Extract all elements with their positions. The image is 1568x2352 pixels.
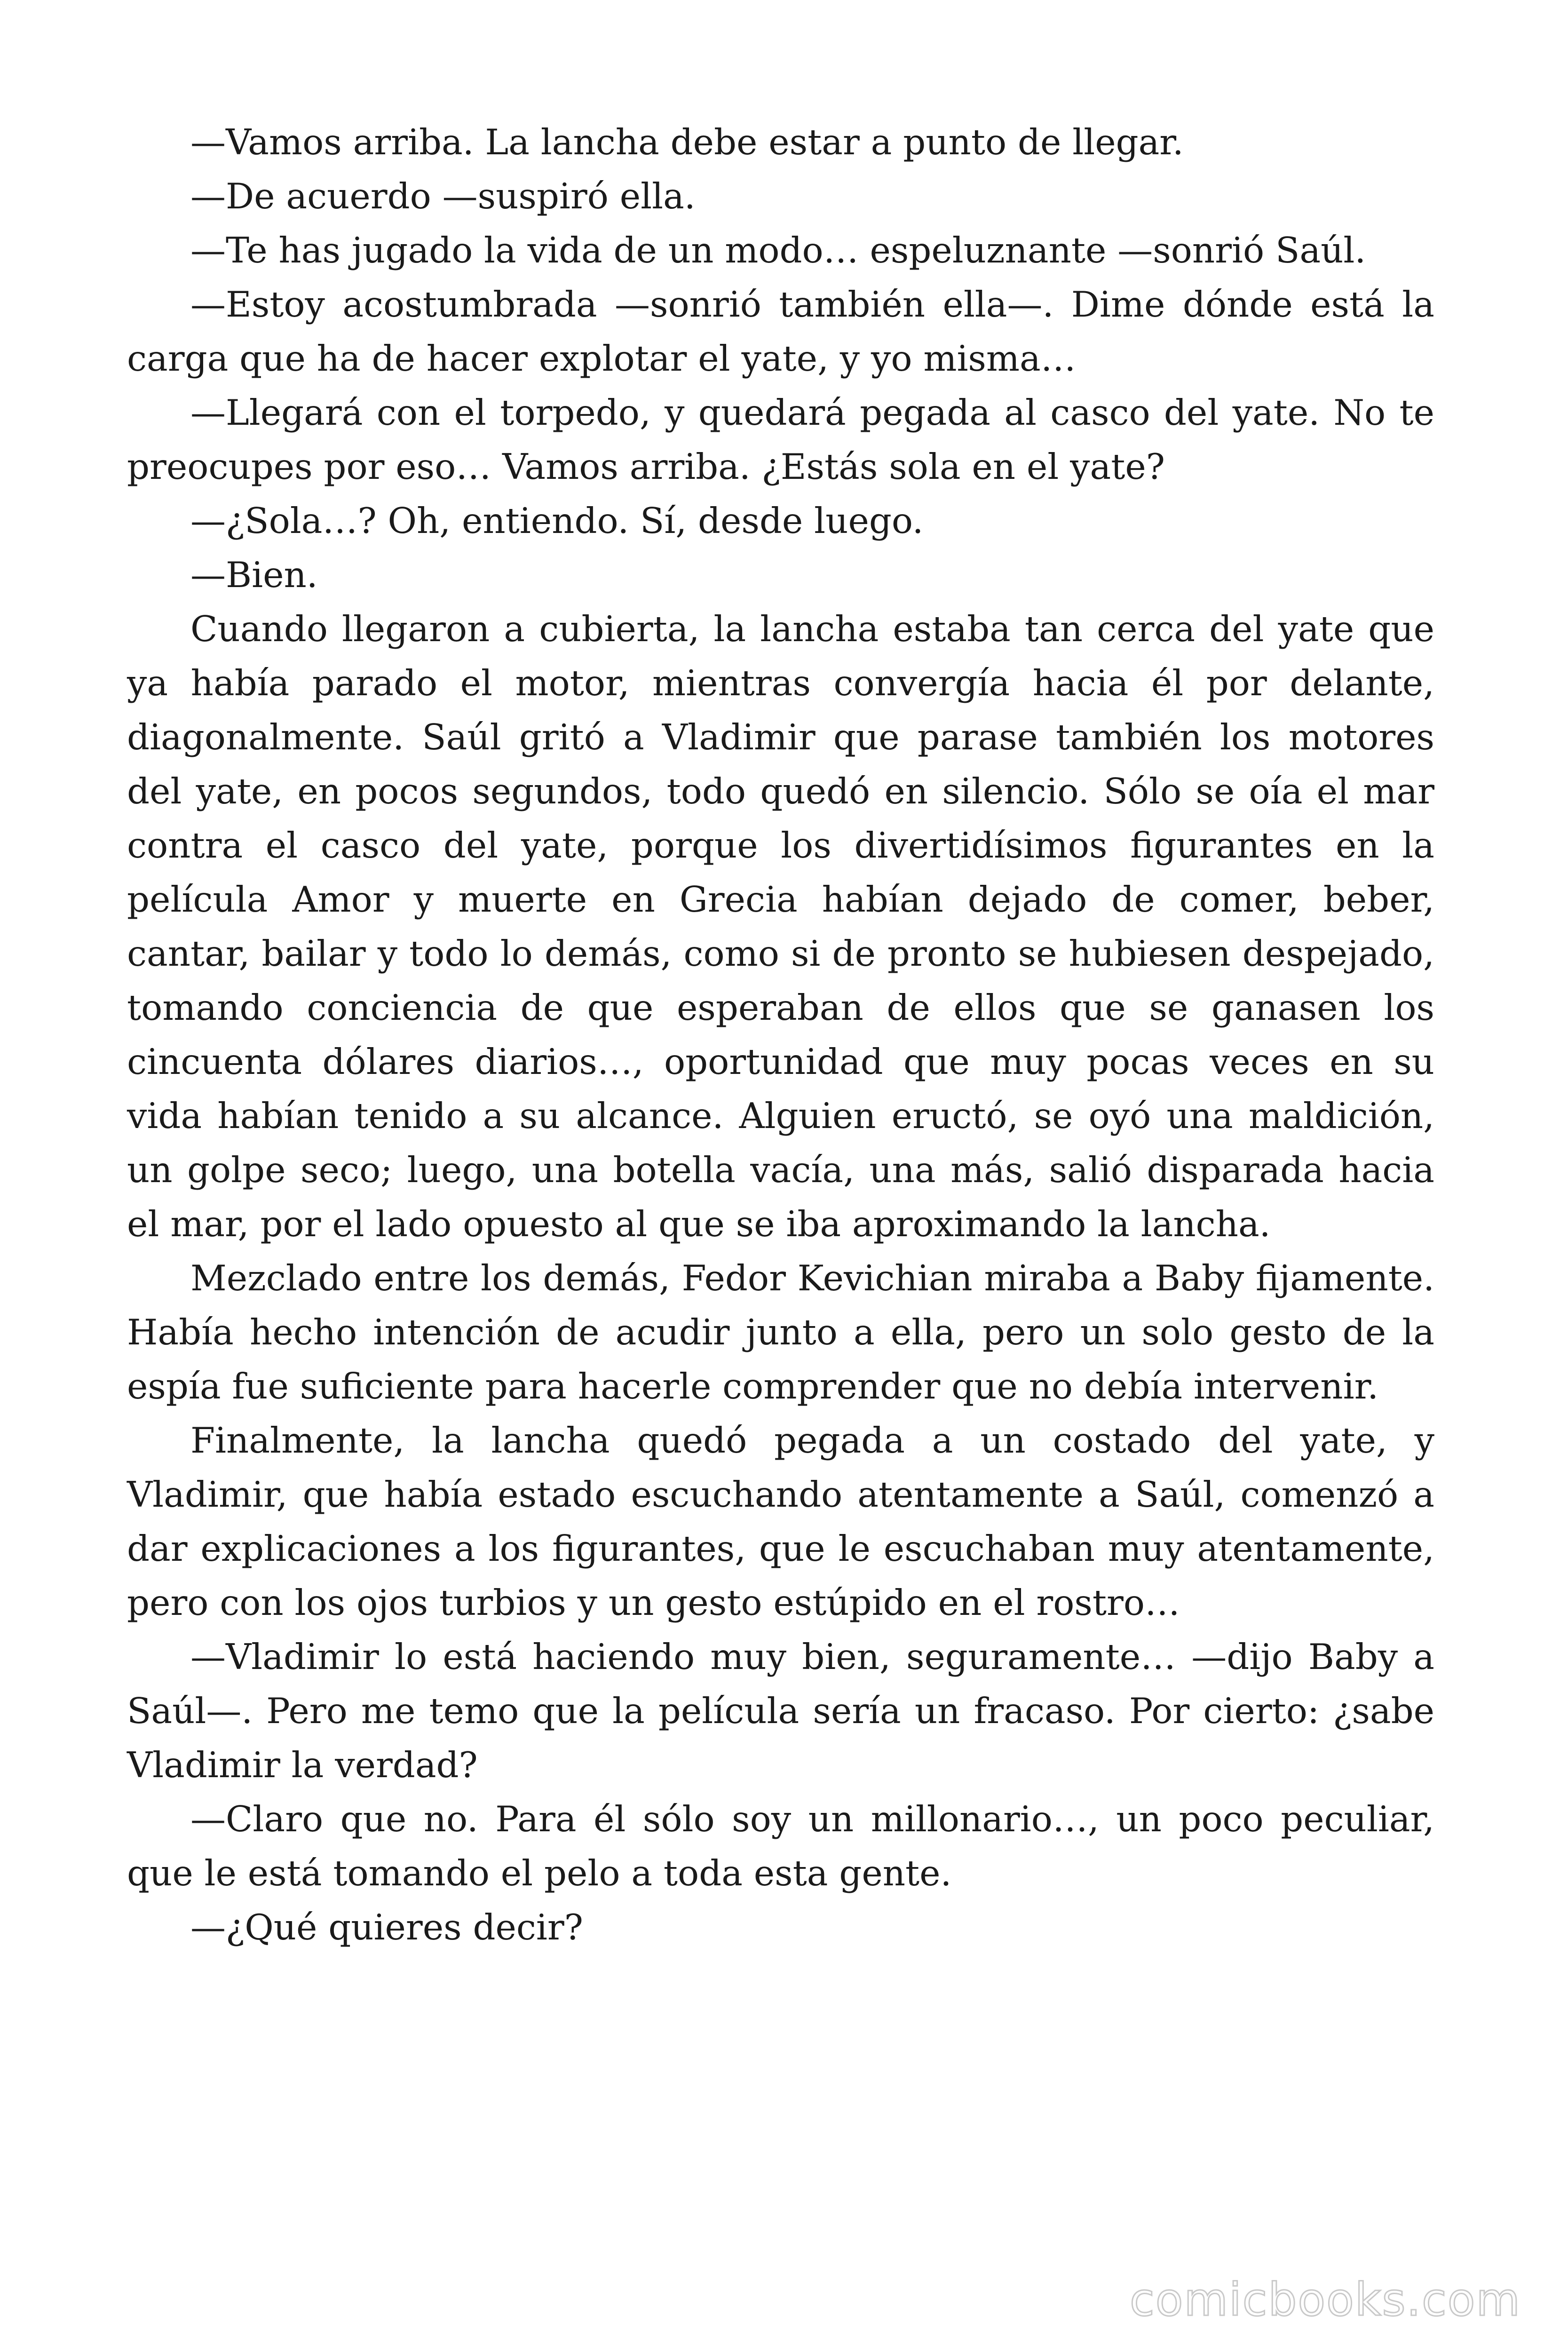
watermark: comicbooks.com: [1129, 2273, 1521, 2326]
paragraph: —Bien.: [190, 554, 318, 596]
paragraph: Cuando llegaron a cubierta, la lancha estaba tan cerca del yate que ya había parado el motor, mientras convergía hacia él por delante, diagonalmente. Saúl gritó a Vladimir que parase también los motores del yate, en pocos segundos, todo quedó en silencio. Sólo se oía el mar contra el casco del yate, porque los divertidísimos figurantes en la película Amor y muerte en Grecia habían dejado de comer, beber, cantar, bailar y todo lo demás, como si de pronto se hubiesen despejado, tomando conciencia de que esperaban de ellos que se ganasen los cincuenta dólares diarios…, oportunidad que muy pocas veces en su vida habían tenido a su alcance. Alguien eructó, se oyó una maldición, un golpe seco; luego, una botella vacía, una más, salió disparada hacia el mar, por el lado opuesto al que se iba aproximando la lancha.: [127, 608, 1434, 1245]
page-body: [127, 115, 1434, 1955]
paragraph: —Claro que no. Para él sólo soy un millonario…, un poco peculiar, que le está tomando el pelo a toda esta gente.: [127, 1798, 1434, 1894]
paragraph: —¿Qué quieres decir?: [190, 1907, 583, 1948]
paragraph: —Estoy acostumbrada —sonrió también ella—. Dime dónde está la carga que ha de hacer explotar el yate, y yo misma…: [127, 284, 1434, 379]
paragraph: —Te has jugado la vida de un modo… espeluznante —sonrió Saúl.: [190, 230, 1366, 271]
paragraph: —De acuerdo —suspiró ella.: [190, 175, 696, 217]
paragraph: —Vamos arriba. La lancha debe estar a punto de llegar.: [190, 121, 1184, 163]
paragraph: —Llegará con el torpedo, y quedará pegada al casco del yate. No te preocupes por eso… Vamos arriba. ¿Estás sola en el yate?: [127, 392, 1434, 487]
paragraph: Finalmente, la lancha quedó pegada a un costado del yate, y Vladimir, que había estado escuchando atentamente a Saúl, comenzó a dar explicaciones a los figurantes, que le escuchaban muy atentamente, pero con los ojos turbios y un gesto estúpido en el rostro…: [127, 1420, 1434, 1623]
paragraph: —¿Sola…? Oh, entiendo. Sí, desde luego.: [190, 500, 924, 541]
paragraph: —Vladimir lo está haciendo muy bien, seguramente… —dijo Baby a Saúl—. Pero me temo que la película sería un fracaso. Por cierto: ¿sabe Vladimir la verdad?: [127, 1636, 1434, 1786]
paragraph: Mezclado entre los demás, Fedor Kevichian miraba a Baby fijamente. Había hecho intención de acudir junto a ella, pero un solo gesto de la espía fue suficiente para hacerle comprender que no debía intervenir.: [127, 1257, 1434, 1407]
